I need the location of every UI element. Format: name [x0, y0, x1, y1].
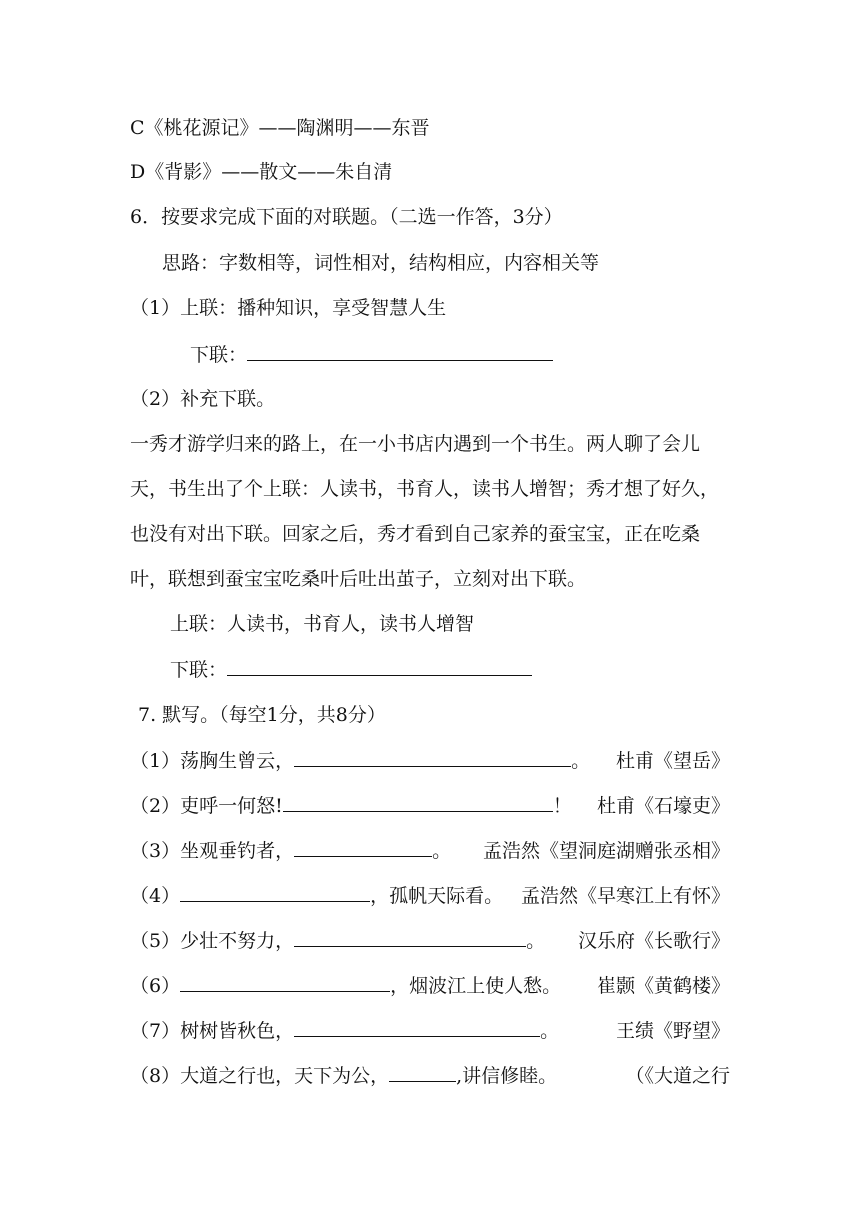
answer-blank[interactable]: [247, 342, 553, 361]
item-text-after: 。: [526, 930, 546, 952]
dictation-item-4: [130, 883, 730, 908]
question-6-part2-title: （2）补充下联。: [130, 388, 276, 410]
item-text-before: 坐观垂钓者，: [180, 840, 295, 862]
item-number: （2）: [130, 795, 181, 817]
item-text-before: 树树皆秋色，: [180, 1020, 295, 1042]
item-number: （1）: [130, 750, 181, 772]
answer-blank[interactable]: [283, 793, 553, 812]
item-number: （7）: [130, 1020, 181, 1042]
item-text-before: 大道之行也，天下为公，: [180, 1065, 390, 1087]
story-line-2: 天，书生出了个上联：人读书，书育人，读书人增智；秀才想了好久，: [130, 478, 720, 500]
item-number: （4）: [130, 885, 181, 907]
question-6-hint: 思路：字数相等，词性相对，结构相应，内容相关等: [162, 252, 600, 274]
question-6-part1-upper: （1）上联：播种知识，享受智慧人生: [130, 297, 447, 319]
answer-blank[interactable]: [294, 1018, 540, 1037]
option-c: C《桃花源记》——陶渊明——东晋: [130, 117, 430, 139]
lower-couplet-label: 下联：: [170, 659, 228, 681]
item-number: （6）: [130, 975, 181, 997]
answer-blank[interactable]: [227, 657, 532, 676]
dictation-item-2: [130, 793, 730, 818]
item-number: （8）: [130, 1065, 181, 1087]
item-text-after: ,讲信修睦。: [456, 1065, 558, 1087]
item-text-after: 。: [432, 840, 452, 862]
item-text-after: 。: [571, 750, 591, 772]
item-source: 杜甫《望岳》: [615, 750, 730, 772]
answer-blank[interactable]: [389, 1063, 456, 1082]
lower-couplet-label: 下联：: [190, 344, 248, 366]
item-text-after: ！: [552, 795, 572, 817]
item-source: 王绩《野望》: [615, 1020, 730, 1042]
story-line-3: 也没有对出下联。回家之后，秀才看到自己家养的蚕宝宝，正在吃桑: [130, 523, 701, 545]
dictation-item-1: [130, 748, 730, 773]
question-6-part1-lower: [190, 342, 790, 367]
answer-blank[interactable]: [180, 883, 370, 902]
item-text-before: 荡胸生曾云，: [180, 750, 295, 772]
item-source: （《大道之行: [625, 1065, 730, 1087]
item-source: 杜甫《石壕吏》: [596, 795, 730, 817]
dictation-item-5: [130, 928, 730, 953]
question-6-part2-lower: [170, 657, 770, 682]
item-text-before: 吏呼一何怒!: [180, 795, 283, 817]
answer-blank[interactable]: [180, 973, 390, 992]
story-line-1: 一秀才游学归来的路上，在一小书店内遇到一个书生。两人聊了会儿: [130, 433, 701, 455]
item-text-after: ，孤帆天际看。: [370, 885, 504, 907]
dictation-item-8: [130, 1063, 730, 1088]
item-number: （3）: [130, 840, 181, 862]
item-text-after: ，烟波江上使人愁。: [390, 975, 562, 997]
item-source: 孟浩然《望洞庭湖赠张丞相》: [482, 840, 730, 862]
story-line-4: 叶，联想到蚕宝宝吃桑叶后吐出茧子，立刻对出下联。: [130, 568, 587, 590]
question-7-title: 7. 默写。（每空1分，共8分）: [138, 704, 386, 726]
item-text-before: 少壮不努力，: [180, 930, 295, 952]
dictation-item-7: [130, 1018, 730, 1043]
answer-blank[interactable]: [294, 748, 571, 767]
answer-blank[interactable]: [294, 838, 432, 857]
question-6-part2-upper: 上联：人读书，书育人，读书人增智: [170, 613, 475, 635]
item-source: 汉乐府《长歌行》: [577, 930, 730, 952]
option-d: D《背影》——散文——朱自清: [130, 161, 393, 183]
answer-blank[interactable]: [294, 928, 526, 947]
dictation-item-6: [130, 973, 730, 998]
item-number: （5）: [130, 930, 181, 952]
item-source: 崔颢《黄鹤楼》: [596, 975, 730, 997]
item-text-after: 。: [540, 1020, 560, 1042]
dictation-item-3: [130, 838, 730, 863]
item-source: 孟浩然《早寒江上有怀》: [520, 885, 730, 907]
question-6-title: 6．按要求完成下面的对联题。（二选一作答，3分）: [130, 206, 563, 228]
